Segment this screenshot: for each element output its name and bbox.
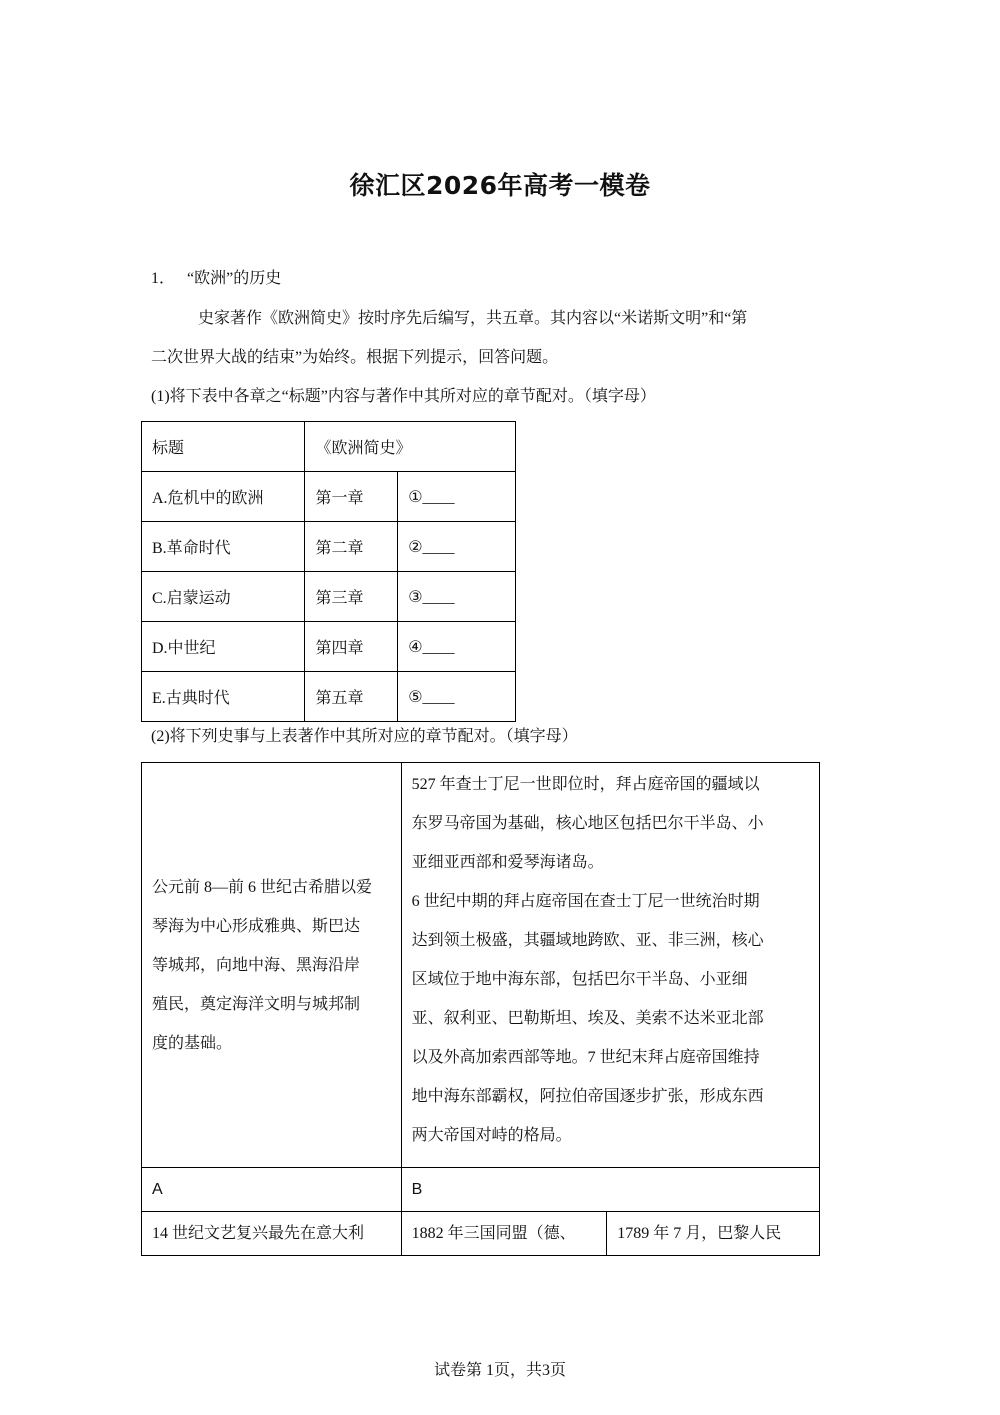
row-title: E.古典时代: [142, 672, 305, 722]
text-line: 达到领土极盛，其疆域地跨欧、亚、非三洲，核心: [411, 932, 764, 949]
text-line: 地中海东部霸权，阿拉伯帝国逐步扩张，形成东西: [411, 1088, 764, 1105]
text-line: 527 年查士丁尼一世即位时，拜占庭帝国的疆域以: [411, 776, 760, 793]
sub-question-1: (1)将下表中各章之“标题”内容与著作中其所对应的章节配对。（填字母）: [151, 388, 656, 405]
text-line: 等城邦，向地中海、黑海沿岸: [152, 956, 361, 974]
answer-blank-5[interactable]: ⑤____: [398, 672, 516, 722]
answer-blank-2[interactable]: ②____: [398, 522, 516, 572]
table-row: [142, 572, 516, 622]
question-heading: [151, 268, 281, 290]
sub-question-2: (2)将下列史事与上表著作中其所对应的章节配对。（填字母）: [151, 728, 578, 745]
label-a: A: [142, 1168, 402, 1212]
intro-line-2: 二次世界大战的结束”为始终。根据下列提示，回答问题。: [151, 349, 559, 366]
row-title: D.中世纪: [142, 622, 305, 672]
table-row: [142, 622, 516, 672]
header-book-cell: 《欧洲简史》: [305, 422, 516, 472]
row-chapter: 第三章: [305, 572, 398, 622]
event-c-text: 14 世纪文艺复兴最先在意大利: [142, 1212, 402, 1256]
text-line: 公元前 8—前 6 世纪古希腊以爱: [152, 878, 373, 896]
answer-blank-4[interactable]: ④____: [398, 622, 516, 672]
text-line: 度的基础。: [152, 1034, 233, 1052]
page-footer: 试卷第 1页，共3页: [433, 1362, 566, 1379]
row-title: B.革命时代: [142, 522, 305, 572]
row-chapter: 第四章: [305, 622, 398, 672]
text-line: 6 世纪中期的拜占庭帝国在查士丁尼一世统治时期: [411, 893, 760, 910]
events-row-3: [142, 1212, 820, 1256]
table-row: [142, 522, 516, 572]
events-label-row: [142, 1168, 820, 1212]
events-table: [141, 762, 820, 1256]
events-row-1: [142, 763, 820, 1168]
event-d-text: 1882 年三国同盟（德、: [401, 1212, 607, 1256]
text-line: 区域位于地中海东部，包括巴尔干半岛、小亚细: [411, 971, 748, 988]
text-line: 琴海为中心形成雅典、斯巴达: [152, 917, 361, 935]
event-e-text: 1789 年 7 月，巴黎人民: [607, 1212, 820, 1256]
header-title-cell: 标题: [142, 422, 305, 472]
row-chapter: 第一章: [305, 472, 398, 522]
answer-blank-1[interactable]: ①____: [398, 472, 516, 522]
answer-blank-3[interactable]: ③____: [398, 572, 516, 622]
chapter-matching-table: [141, 421, 516, 722]
row-title: C.启蒙运动: [142, 572, 305, 622]
row-chapter: 第五章: [305, 672, 398, 722]
text-line: 亚细亚西部和爱琴海诸岛。: [411, 854, 604, 871]
text-line: 亚、叙利亚、巴勒斯坦、埃及、美索不达米亚北部: [411, 1010, 764, 1027]
text-line: 东罗马帝国为基础，核心地区包括巴尔干半岛、小: [411, 815, 764, 832]
event-a-text: [142, 763, 402, 1168]
question-number: 1．: [151, 270, 176, 287]
table-row: [142, 672, 516, 722]
label-b: B: [401, 1168, 819, 1212]
question-topic: “欧洲”的历史: [187, 270, 282, 287]
row-chapter: 第二章: [305, 522, 398, 572]
event-b-text: [401, 763, 819, 1168]
table-header-row: [142, 422, 516, 472]
intro-line-1: 史家著作《欧洲简史》按时序先后编写，共五章。其内容以“米诺斯文明”和“第: [198, 310, 748, 327]
text-line: 两大帝国对峙的格局。: [411, 1127, 572, 1144]
document-title: 徐汇区2026年高考一模卷: [349, 171, 651, 200]
text-line: 殖民，奠定海洋文明与城邦制: [152, 995, 361, 1013]
table-row: [142, 472, 516, 522]
row-title: A.危机中的欧洲: [142, 472, 305, 522]
text-line: 以及外高加索西部等地。7 世纪末拜占庭帝国维持: [411, 1049, 760, 1066]
